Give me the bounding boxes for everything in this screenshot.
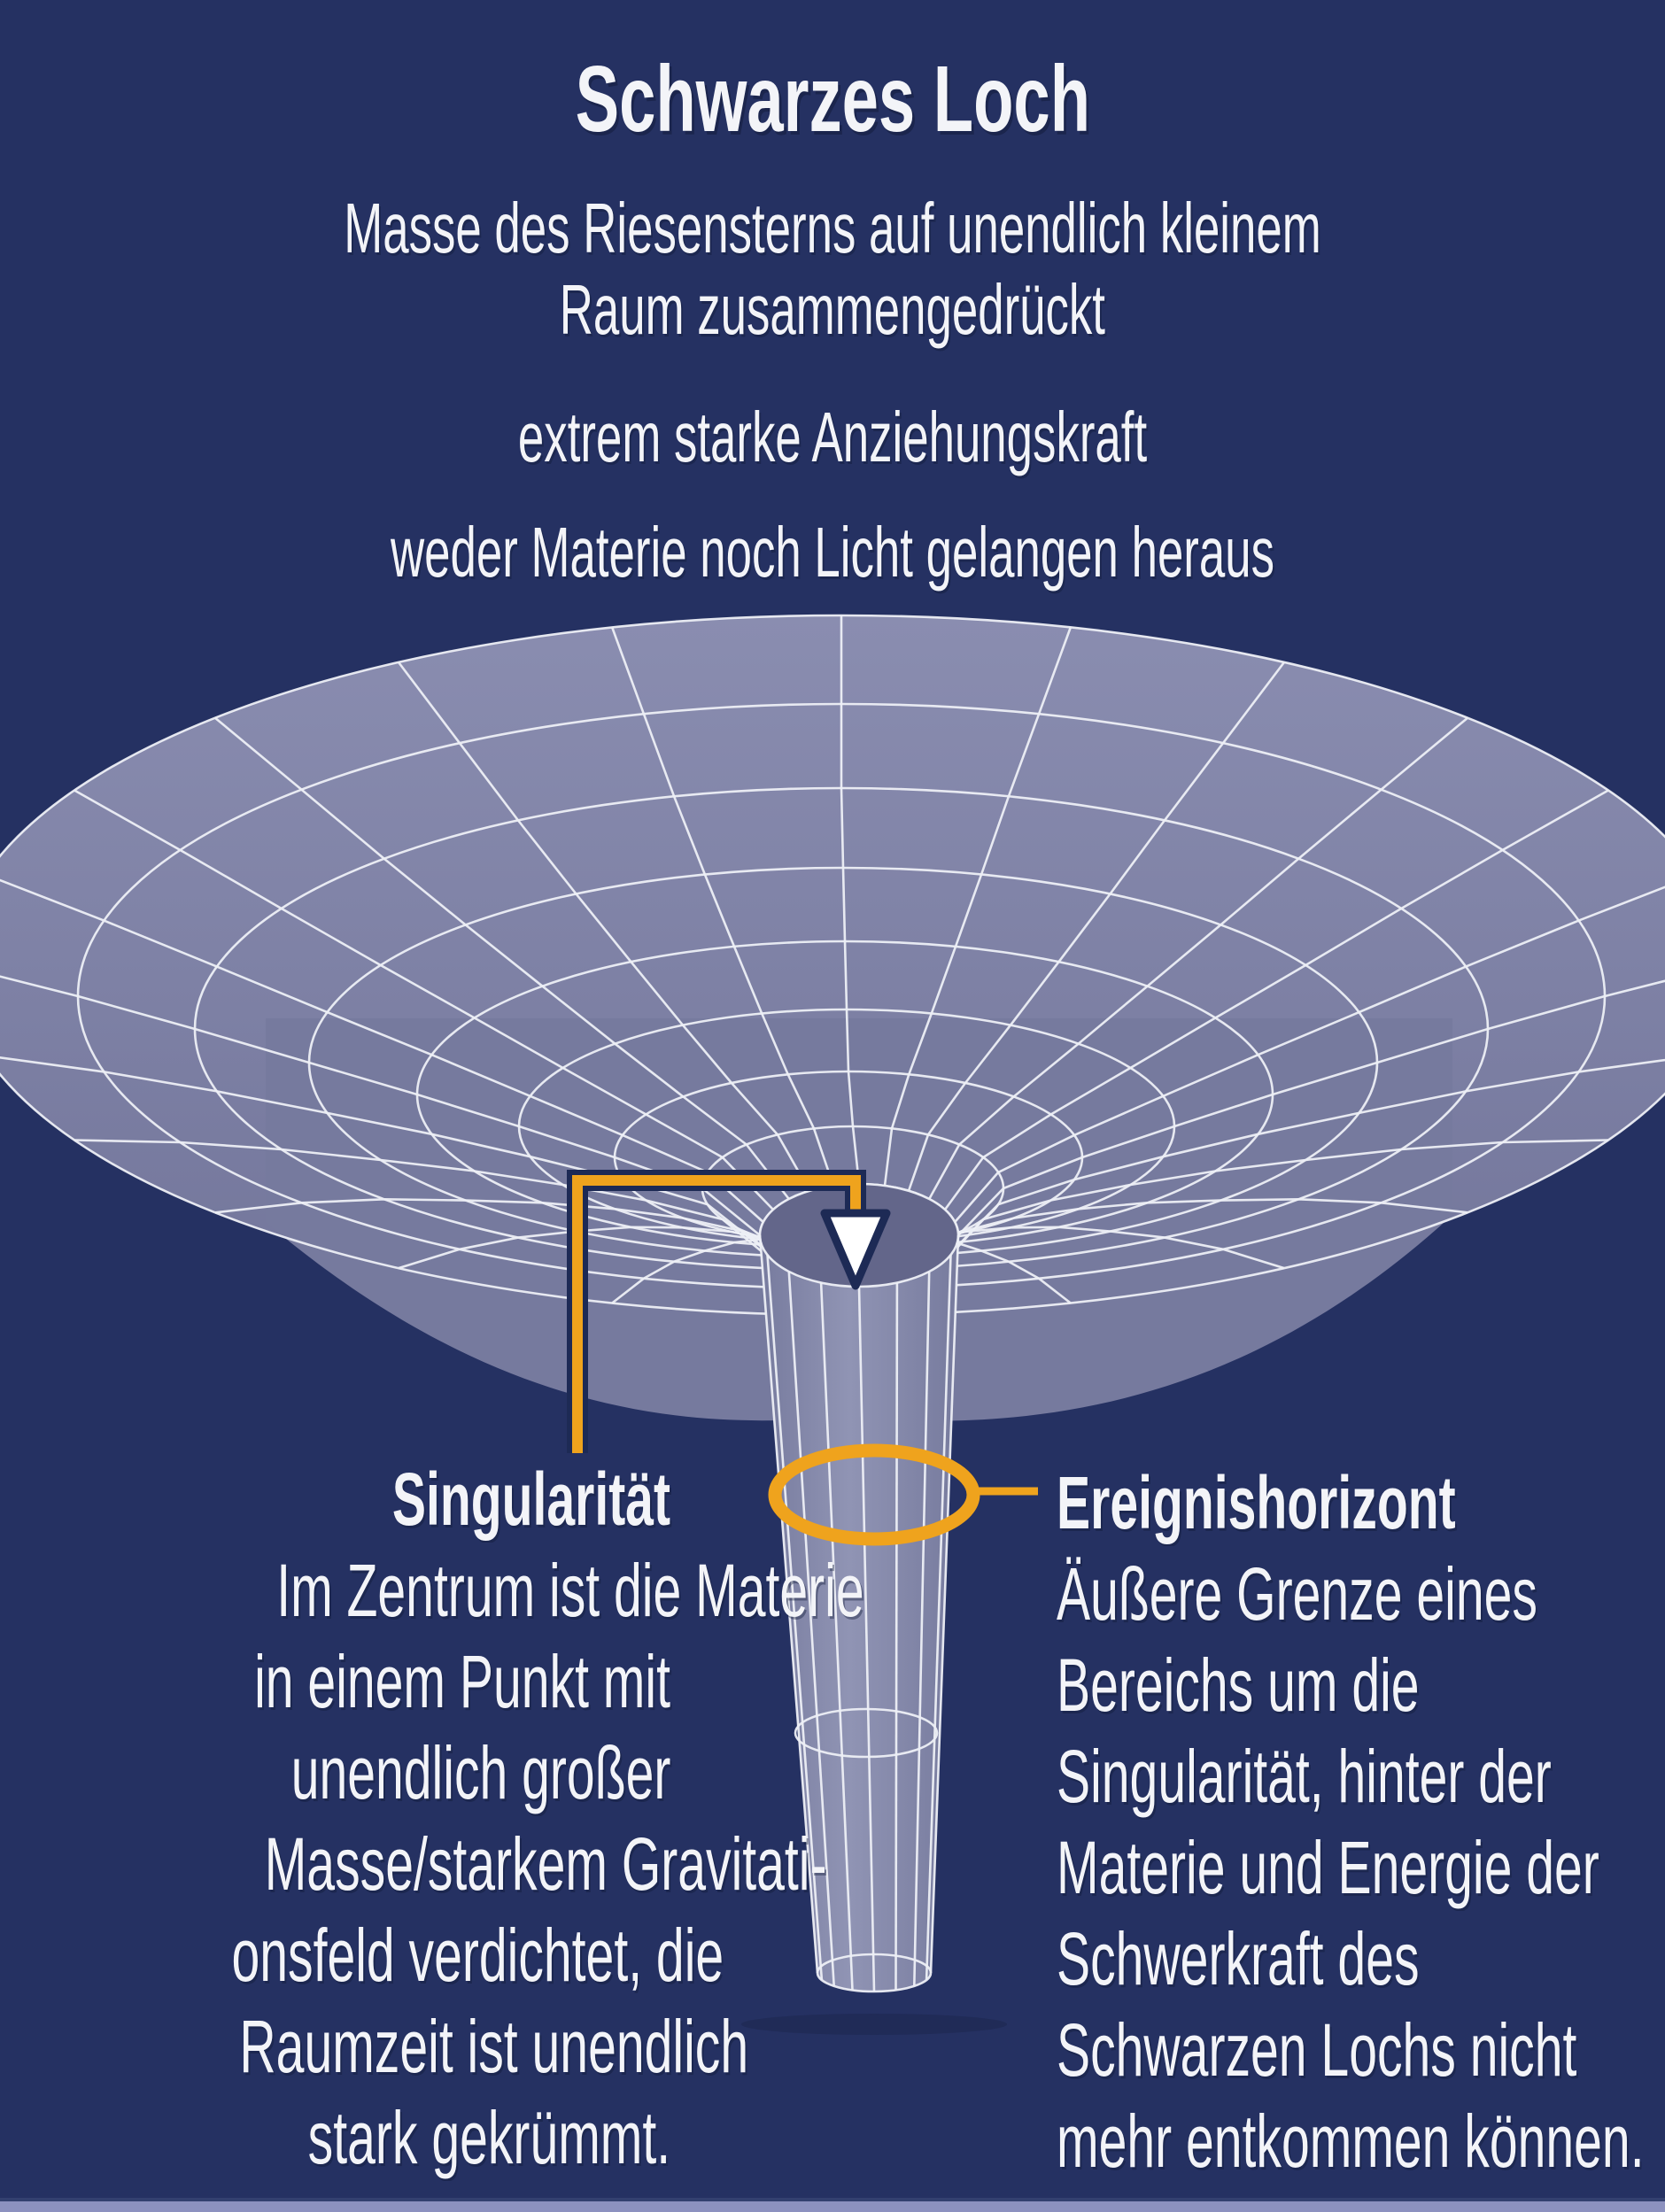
event-horizon-line: Schwerkraft des: [1057, 1917, 1420, 2000]
event-horizon-block: [1057, 1458, 1665, 2187]
fact-no-escape: weder Materie noch Licht gelangen heraus: [391, 513, 1274, 592]
singularity-block: [0, 1454, 864, 2184]
singularity-line: onsfeld verdichtet, die: [231, 1914, 724, 1997]
event-horizon-line: Schwarzen Lochs nicht: [1057, 2008, 1577, 2092]
event-horizon-line: Singularität, hinter der: [1057, 1735, 1552, 1818]
singularity-heading: Singularität: [391, 1458, 670, 1541]
event-horizon-line: Äußere Grenze eines: [1057, 1552, 1537, 1636]
subtitle: [0, 188, 1665, 351]
singularity-line: in einem Punkt mit: [254, 1640, 670, 1723]
event-horizon-heading: Ereignishorizont: [1057, 1461, 1456, 1544]
page-title: [0, 46, 1665, 152]
subtitle-line-1: Masse des Riesensterns auf unendlich kleinem: [344, 189, 1321, 267]
footer-strip: [0, 2201, 1665, 2212]
event-horizon-line: Bereichs um die: [1057, 1644, 1420, 1727]
page-title-text: Schwarzes Loch: [575, 47, 1090, 151]
event-horizon-line: Materie und Energie der: [1057, 1826, 1599, 1909]
event-horizon-line: mehr entkommen können.: [1057, 2100, 1645, 2183]
singularity-line: stark gekrümmt.: [307, 2096, 670, 2179]
fact-attraction: extrem starke Anziehungskraft: [517, 398, 1148, 476]
singularity-line: Im Zentrum ist die Materie: [276, 1549, 864, 1632]
singularity-line: unendlich großer: [290, 1731, 670, 1814]
singularity-line: Masse/starkem Gravitati-: [264, 1822, 827, 1906]
singularity-line: Raumzeit ist unendlich: [239, 2005, 749, 2088]
subtitle-line-2: Raum zusammengedrückt: [559, 270, 1106, 349]
